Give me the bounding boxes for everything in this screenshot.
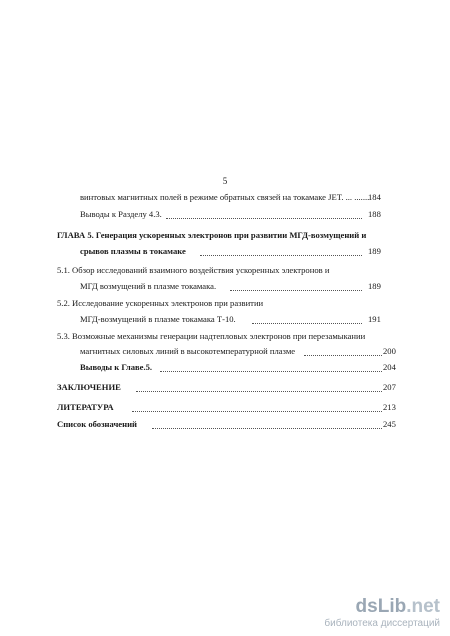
toc-entry-text: 5.3. Возможные механизмы генерации надтепловых электронов при перезамыкании: [57, 331, 366, 341]
toc-entry-text: Список обозначений: [57, 419, 137, 429]
dot-leader: [252, 323, 362, 324]
toc-entry-text: винтовых магнитных полей в режиме обратных связей на токамаке JET. ... .......: [80, 192, 370, 202]
dot-leader: [200, 255, 362, 256]
toc-entry-text: срывов плазмы в токамаке: [80, 246, 186, 256]
toc-entry-page: 189: [368, 281, 381, 291]
toc-entry-text: ЛИТЕРАТУРА: [57, 402, 114, 412]
watermark-logo: dsLib.net: [355, 596, 440, 617]
toc-entry-page: 207: [383, 382, 396, 392]
dot-leader: [160, 371, 382, 372]
toc-entry-page: 245: [383, 419, 396, 429]
dot-leader: [230, 290, 362, 291]
toc-entry-text: ЗАКЛЮЧЕНИЕ: [57, 382, 121, 392]
toc-entry-text: МГД возмущений в плазме токамака.: [80, 281, 217, 291]
toc-entry-text: Выводы к Главе.5.: [80, 362, 153, 372]
dot-leader: [136, 391, 382, 392]
watermark-subtitle: библиотека диссертаций: [324, 618, 440, 629]
dot-leader: [152, 428, 382, 429]
toc-entry-page: 188: [368, 209, 381, 219]
toc-entry-page: 189: [368, 246, 381, 256]
toc-entry-text: 5.1. Обзор исследований взаимного воздействия ускоренных электронов и: [57, 265, 330, 275]
page-number: 5: [222, 176, 228, 186]
toc-entry-page: 213: [383, 402, 396, 412]
toc-entry-page: 204: [383, 362, 396, 372]
toc-entry-text: 5.2. Исследование ускоренных электронов при развитии: [57, 298, 264, 308]
dot-leader: [166, 218, 362, 219]
toc-entry-text: магнитных силовых линий в высокотемпературной плазме: [80, 346, 296, 356]
toc-entry-text: Выводы к Разделу 4.3.: [80, 209, 162, 219]
toc-entry-text: МГД-возмущений в плазме токамака Т-10.: [80, 314, 236, 324]
watermark: [310, 596, 440, 630]
dot-leader: [304, 355, 382, 356]
toc-entry-page: 184: [368, 192, 381, 202]
dot-leader: [132, 411, 382, 412]
toc-chapter-heading: ГЛАВА 5. Генерация ускоренных электронов при развитии МГД-возмущений и: [57, 230, 367, 240]
toc-entry-page: 191: [368, 314, 381, 324]
toc-entry-page: 200: [383, 346, 396, 356]
